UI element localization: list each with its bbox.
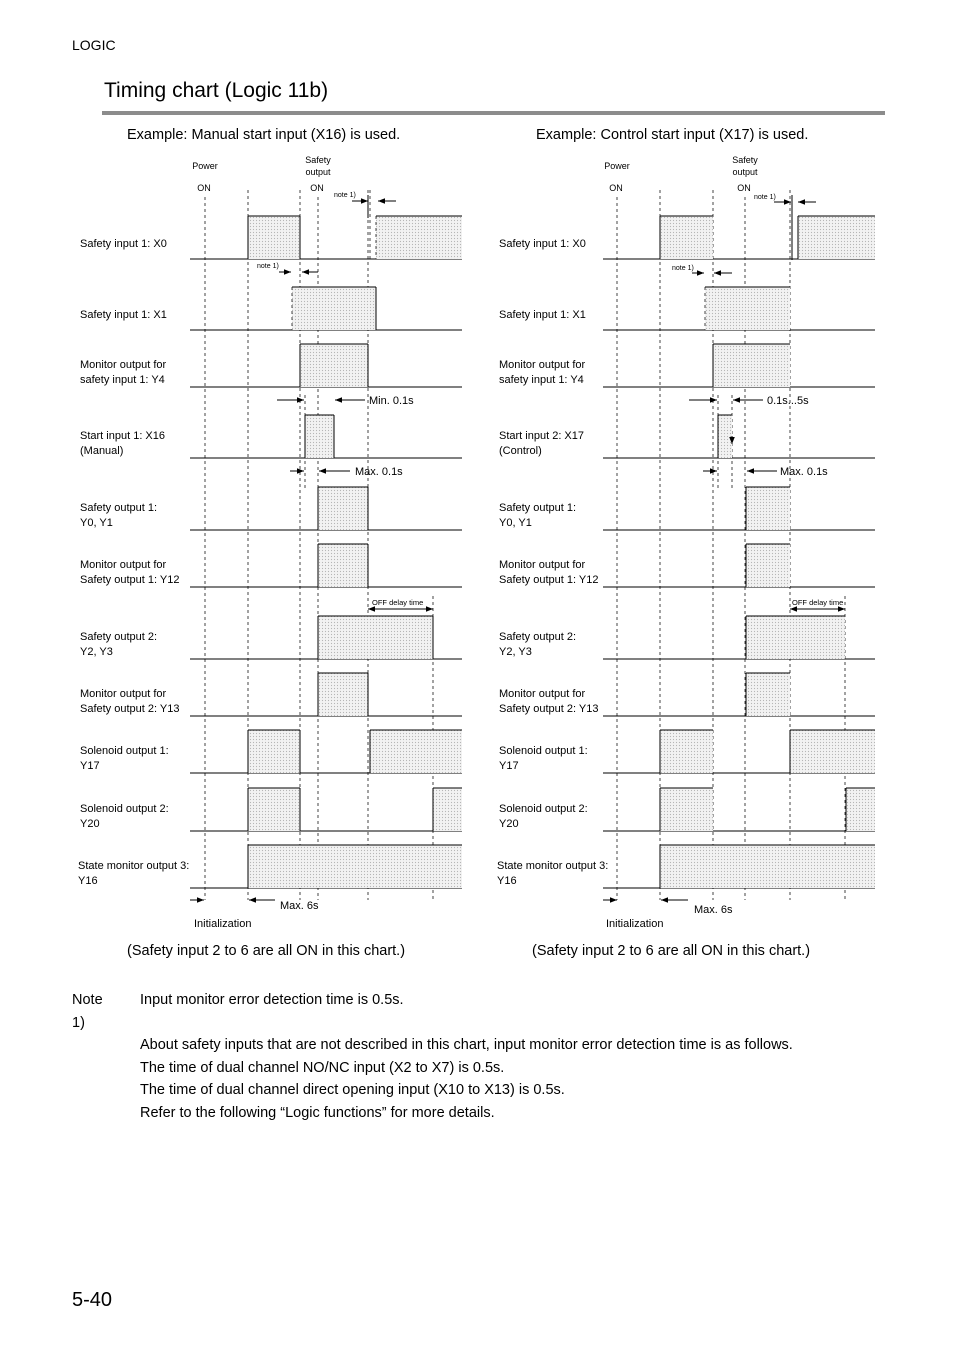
signal-pulse-fill bbox=[746, 673, 790, 716]
section-header: LOGIC bbox=[72, 37, 116, 53]
signal-label: Y17 bbox=[80, 760, 100, 772]
signal-label: State monitor output 3: bbox=[78, 860, 190, 872]
safety-output-header: Safety bbox=[305, 155, 331, 165]
signal-label: Solenoid output 2: bbox=[499, 803, 588, 815]
signal-pulse-fill bbox=[300, 344, 368, 387]
page-title: Timing chart (Logic 11b) bbox=[104, 79, 329, 102]
signal-label: Monitor output for bbox=[80, 688, 167, 700]
signal-pulse-fill bbox=[718, 415, 732, 458]
signal-label: Monitor output for bbox=[499, 688, 586, 700]
signal-pulse-fill bbox=[660, 845, 875, 888]
signal-label: Safety output 1: Y12 bbox=[499, 574, 599, 586]
signal-label: Safety input 1: X0 bbox=[80, 238, 167, 250]
signal-label: Y0, Y1 bbox=[80, 517, 113, 529]
power-header: Power bbox=[192, 161, 218, 171]
signal-pulse-fill bbox=[713, 344, 790, 387]
note-label: Note 1) bbox=[72, 992, 103, 1031]
safety-on-label: ON bbox=[310, 183, 324, 193]
start-pulse-label: Min. 0.1s bbox=[369, 395, 414, 407]
note1-label: note 1) bbox=[334, 192, 356, 199]
signal-label: Safety output 2: Y13 bbox=[499, 703, 599, 715]
signal-label: Y2, Y3 bbox=[80, 646, 113, 658]
right-chart-footnote: (Safety input 2 to 6 are all ON in this chart.) bbox=[532, 943, 811, 959]
power-header: Power bbox=[604, 161, 630, 171]
signal-pulse-fill bbox=[370, 730, 462, 773]
signal-label: Y20 bbox=[80, 818, 100, 830]
signal-pulse-fill bbox=[660, 730, 713, 773]
signal-pulse-fill bbox=[746, 487, 790, 530]
signal-label: (Control) bbox=[499, 445, 542, 457]
signal-label: Safety output 1: Y12 bbox=[80, 574, 180, 586]
signal-label: Start input 2: X17 bbox=[499, 430, 584, 442]
delay-label: Max. 0.1s bbox=[355, 466, 403, 478]
signal-pulse-fill bbox=[248, 788, 300, 831]
signal-pulse-fill bbox=[248, 845, 462, 888]
left-chart-footnote: (Safety input 2 to 6 are all ON in this chart.) bbox=[127, 943, 406, 959]
signal-pulse-fill bbox=[433, 788, 462, 831]
signal-label: safety input 1: Y4 bbox=[80, 374, 165, 386]
signal-label: Safety input 1: X1 bbox=[499, 309, 586, 321]
signal-label: Y0, Y1 bbox=[499, 517, 532, 529]
power-on-label: ON bbox=[609, 183, 623, 193]
signal-pulse-fill bbox=[746, 544, 790, 587]
signal-pulse-fill bbox=[248, 216, 300, 259]
note-line: The time of dual channel direct opening input (X10 to X13) is 0.5s. bbox=[140, 1082, 565, 1098]
init-time-label: Max. 6s bbox=[694, 904, 733, 916]
signal-label: Safety output 2: Y13 bbox=[80, 703, 180, 715]
signal-pulse-fill bbox=[660, 788, 713, 831]
signal-label: Y16 bbox=[497, 875, 517, 887]
signal-label: Y20 bbox=[499, 818, 519, 830]
page-number: 5-40 bbox=[72, 1289, 113, 1311]
signal-pulse-fill bbox=[305, 415, 334, 458]
safety-on-label: ON bbox=[737, 183, 751, 193]
safety-output-header: Safety bbox=[732, 155, 758, 165]
signal-label: Safety input 1: X1 bbox=[80, 309, 167, 321]
note-text: Input monitor error detection time is 0.5s. bbox=[140, 992, 404, 1008]
init-time-label: Max. 6s bbox=[280, 900, 319, 912]
note-line: Refer to the following “Logic functions” for more details. bbox=[140, 1104, 495, 1121]
signal-pulse-fill bbox=[705, 287, 790, 330]
signal-pulse-fill bbox=[248, 730, 300, 773]
right-chart-caption: Example: Control start input (X17) is used. bbox=[536, 127, 809, 143]
signal-pulse-fill bbox=[660, 216, 713, 259]
signal-label: safety input 1: Y4 bbox=[499, 374, 584, 386]
signal-label: Solenoid output 1: bbox=[499, 745, 588, 757]
signal-label: Monitor output for bbox=[499, 559, 586, 571]
signal-label: Solenoid output 2: bbox=[80, 803, 169, 815]
power-on-label: ON bbox=[197, 183, 211, 193]
note1-label: note 1) bbox=[672, 265, 694, 272]
safety-output-header: output bbox=[305, 167, 331, 177]
signal-label: Safety input 1: X0 bbox=[499, 238, 586, 250]
off-delay-label: OFF delay time bbox=[372, 598, 424, 607]
signal-pulse-fill bbox=[790, 730, 875, 773]
note-line: About safety inputs that are not described in this chart, input monitor error detection time is as follows. bbox=[140, 1037, 793, 1053]
signal-label: (Manual) bbox=[80, 445, 124, 457]
signal-pulse-fill bbox=[798, 216, 875, 259]
signal-label: Safety output 2: bbox=[80, 631, 158, 643]
signal-label: Monitor output for bbox=[80, 359, 167, 371]
delay-label: Max. 0.1s bbox=[780, 466, 828, 478]
off-delay-label: OFF delay time bbox=[792, 598, 844, 607]
signal-pulse-fill bbox=[318, 487, 368, 530]
signal-pulse-fill bbox=[746, 616, 845, 659]
left-chart-caption: Example: Manual start input (X16) is used. bbox=[127, 127, 401, 143]
signal-label: Solenoid output 1: bbox=[80, 745, 169, 757]
note1-label: note 1) bbox=[754, 194, 776, 201]
init-label: Initialization bbox=[194, 918, 252, 930]
signal-label: Safety output 1: bbox=[80, 502, 158, 514]
signal-pulse-fill bbox=[318, 616, 433, 659]
note-line: The time of dual channel NO/NC input (X2 to X7) is 0.5s. bbox=[140, 1059, 505, 1076]
signal-pulse-fill bbox=[318, 673, 368, 716]
start-pulse-label: 0.1s...5s bbox=[767, 395, 809, 407]
signal-pulse-fill bbox=[318, 544, 368, 587]
signal-label: Y17 bbox=[499, 760, 519, 772]
note1-label: note 1) bbox=[257, 263, 279, 270]
init-label: Initialization bbox=[606, 918, 664, 930]
signal-label: Safety output 2: bbox=[499, 631, 577, 643]
signal-pulse-fill bbox=[376, 216, 462, 259]
signal-label: Y2, Y3 bbox=[499, 646, 532, 658]
signal-label: Start input 1: X16 bbox=[80, 430, 165, 442]
signal-label: Monitor output for bbox=[80, 559, 167, 571]
signal-label: Safety output 1: bbox=[499, 502, 577, 514]
signal-label: Monitor output for bbox=[499, 359, 586, 371]
signal-label: Y16 bbox=[78, 875, 98, 887]
signal-pulse-fill bbox=[846, 788, 875, 831]
signal-pulse-fill bbox=[292, 287, 376, 330]
safety-output-header: output bbox=[732, 167, 758, 177]
signal-label: State monitor output 3: bbox=[497, 860, 609, 872]
